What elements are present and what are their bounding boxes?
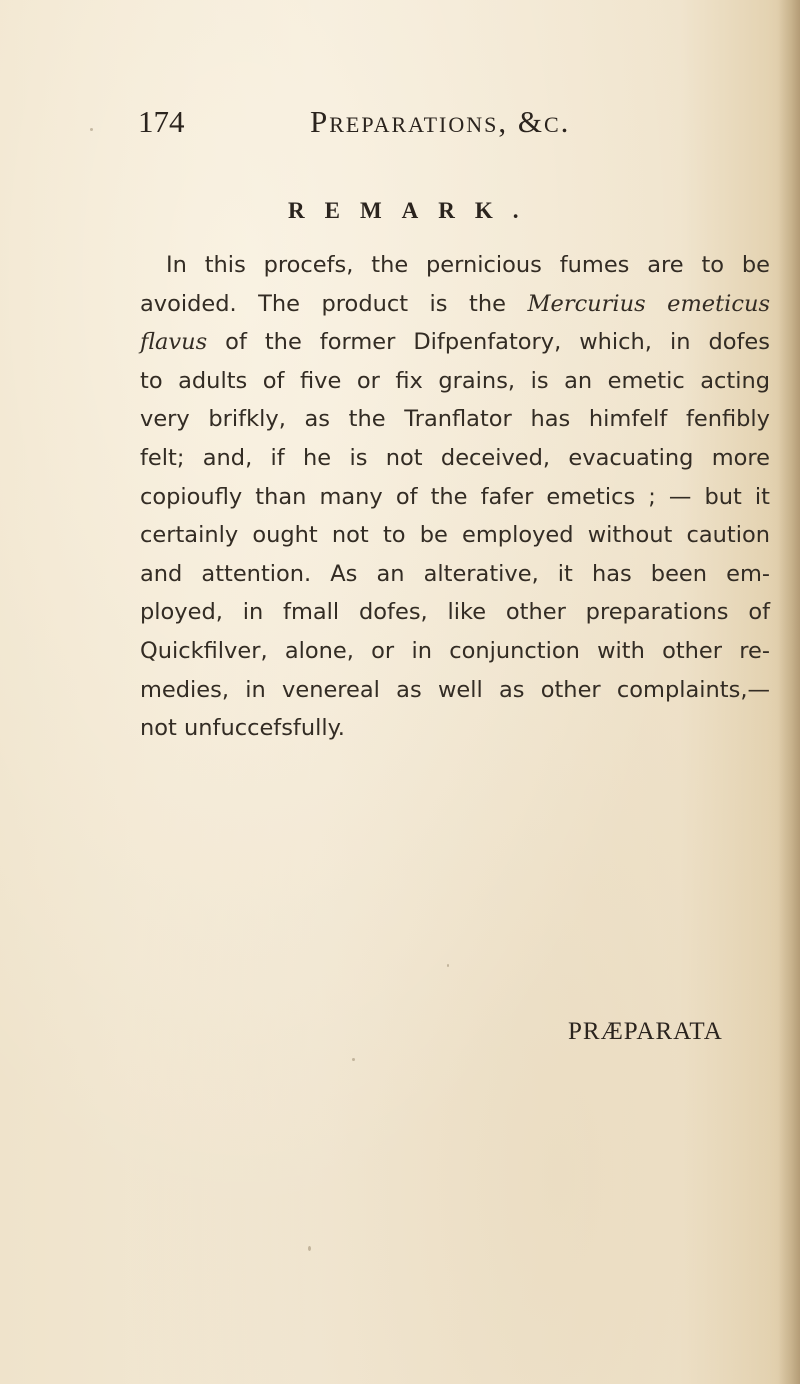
paragraph-line: In this procefs, the pernicious fumes are to be [166,252,770,278]
paragraph-line: medies, in venereal as well as other complaints,— [140,676,770,703]
remark-paragraph [140,246,770,748]
paragraph-line: avoided. The product is the Mercurius emeticus [140,290,771,317]
paper-speck [447,964,449,967]
paragraph-line: and attention. As an alterative, it has been em- [140,560,770,587]
catchword: PRÆPARATA [568,1018,723,1045]
paragraph-line: to adults of five or fix grains, is an emetic acting [140,367,770,394]
section-heading: REMARK. [288,198,539,223]
paper-speck [308,1246,311,1251]
paragraph-line: copioufly than many of the fafer emetics ; — but it [140,483,770,510]
running-head: Preparations, &c. [310,104,571,139]
paragraph-line: not unfuccefsfully. [140,715,345,742]
italic-term: Mercurius emeticus [527,290,771,317]
paragraph-line: certainly ought not to be employed without caution [140,522,770,549]
page-header [138,100,698,140]
paper-speck [90,128,93,131]
paragraph-line: Quickfilver, alone, or in conjunction with other re- [140,637,770,664]
paragraph-line: felt; and, if he is not deceived, evacuating more [140,444,770,471]
italic-term: flavus [140,329,208,356]
page-number: 174 [138,104,185,139]
page-edge-shadow [778,0,800,1384]
paper-speck [352,1058,355,1061]
paragraph-line: very brifkly, as the Tranflator has himfelf fenfibly [140,406,770,433]
paragraph-line: ployed, in fmall dofes, like other preparations of [140,599,770,626]
paragraph-line: flavus of the former Difpenfatory, which, in dofes [140,329,770,356]
